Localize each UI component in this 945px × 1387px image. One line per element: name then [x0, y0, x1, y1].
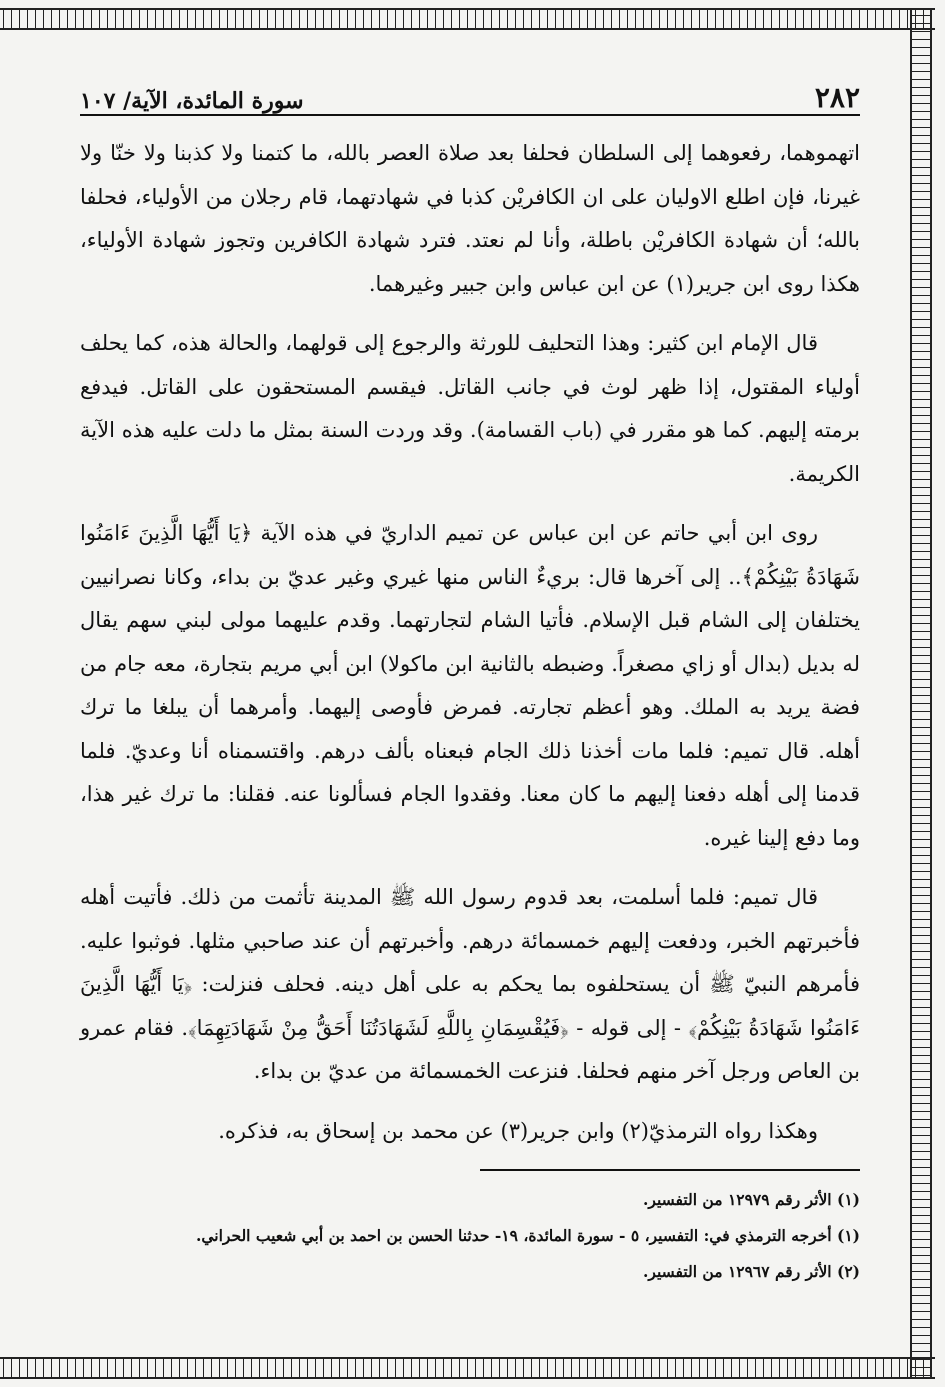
page-header: [80, 70, 860, 116]
paragraph: اتهموهما، رفعوهما إلى السلطان فحلفا بعد صلاة العصر بالله، ما كتمنا ولا كذبنا ولا خنّا ولا غيرنا، فإن اطلع الاوليان على ان الكافريْن كذبا في شهادتهما، قام رجلان من الأولياء، فحلفا بالله؛ أن شهادة الكافريْن باطلة، وأنا لم نعتد. فترد شهادة الكافرين وتجوز شهادة الأولياء، هكذا روى ابن جرير(١) عن ابن عباس وابن جبير وغيرهما.: [80, 141, 861, 296]
paragraph: قال تميم: فلما أسلمت، بعد قدوم رسول الله ﷺ المدينة تأثمت من ذلك. فأتيت أهله فأخبرتهم الخبر، ودفعت إليهم خمسمائة درهم. وأخبرتهم أن عند صاحبي مثلها. فوثبوا عليه. فأمرهم النبيّ ﷺ أن يستحلفوه بما يحكم به على أهل دينه. فحلف فنزلت: ﴿يَا أَيُّهَا الَّذِينَ ءَامَنُوا شَهَادَةُ بَيْنِكُمْ﴾ - إلى قوله - ﴿فَيُقْسِمَانِ بِاللَّهِ لَشَهَادَتُنَا أَحَقُّ مِنْ شَهَادَتِهِمَا﴾. فقام عمرو بن العاص ورجل آخر منهم فحلفا. فنزعت الخمسمائة من عديّ بن بداء.: [80, 885, 860, 1083]
ornamental-border-right: [910, 8, 932, 1379]
paragraph: وهكذا رواه الترمذيّ(٢) وابن جرير(٣) عن محمد بن إسحاق به، فذكره.: [218, 1118, 818, 1143]
footnotes: [80, 1185, 860, 1287]
footnote: (١) الأثر رقم ١٢٩٧٩ من التفسير.: [643, 1190, 860, 1209]
book-page: [80, 70, 860, 1340]
paragraph: قال الإمام ابن كثير: وهذا التحليف للورثة والرجوع إلى قولهما، والحالة هذه، كما يحلف أولياء المقتول، إذا ظهر لوث في جانب القاتل. فيقسم المستحقون على القاتل. فيدفع برمته إليهم. كما هو مقرر في (باب القسامة). وقد وردت السنة بمثل ما دلت عليه هذه الآية الكريمة.: [80, 331, 860, 486]
footnote: (١) أخرجه الترمذي في: التفسير، ٥ - سورة المائدة، ١٩- حدثنا الحسن بن احمد بن أبي شعيب الحراني.: [195, 1226, 860, 1245]
running-title: سورة المائدة، الآية/ ١٠٧: [80, 88, 304, 114]
page-body: [80, 132, 860, 1153]
page-number: ٢٨٢: [814, 81, 860, 114]
ornamental-border-bottom: [0, 1357, 935, 1379]
footnote: (٢) الأثر رقم ١٢٩٦٧ من التفسير.: [643, 1262, 860, 1281]
paragraph: روى ابن أبي حاتم عن ابن عباس عن تميم الداريّ في هذه الآية ﴿يَا أَيُّهَا الَّذِينَ ءَامَنُوا شَهَادَةُ بَيْنِكُمْ﴾.. إلى آخرها قال: بريءٌ الناس منها غيري وغير عديّ بن بداء، وكانا نصرانيين يختلفان إلى الشام قبل الإسلام. فأتيا الشام لتجارتهما. وقدم عليهما مولى لبني سهم يقال له بديل (بدال أو زاي مصغراً. وضبطه بالثانية ابن ماكولا) ابن أبي مريم بتجارة، معه جام من فضة يريد به الملك. وهو أعظم تجارته. فمرض فأوصى إليهما. وأمرهما أن يبلغا ما ترك أهله. قال تميم: فلما مات أخذنا ذلك الجام فبعناه بألف درهم. واقتسمناه أنا وعديّ. فلما قدمنا إلى أهله دفعنا إليهم ما كان معنا. وفقدوا الجام فسألونا عنه. فقلنا: ما ترك غير هذا، وما دفع إلينا غيره.: [80, 521, 860, 850]
footnote-separator: [480, 1169, 860, 1171]
ornamental-border-top: [0, 8, 935, 30]
